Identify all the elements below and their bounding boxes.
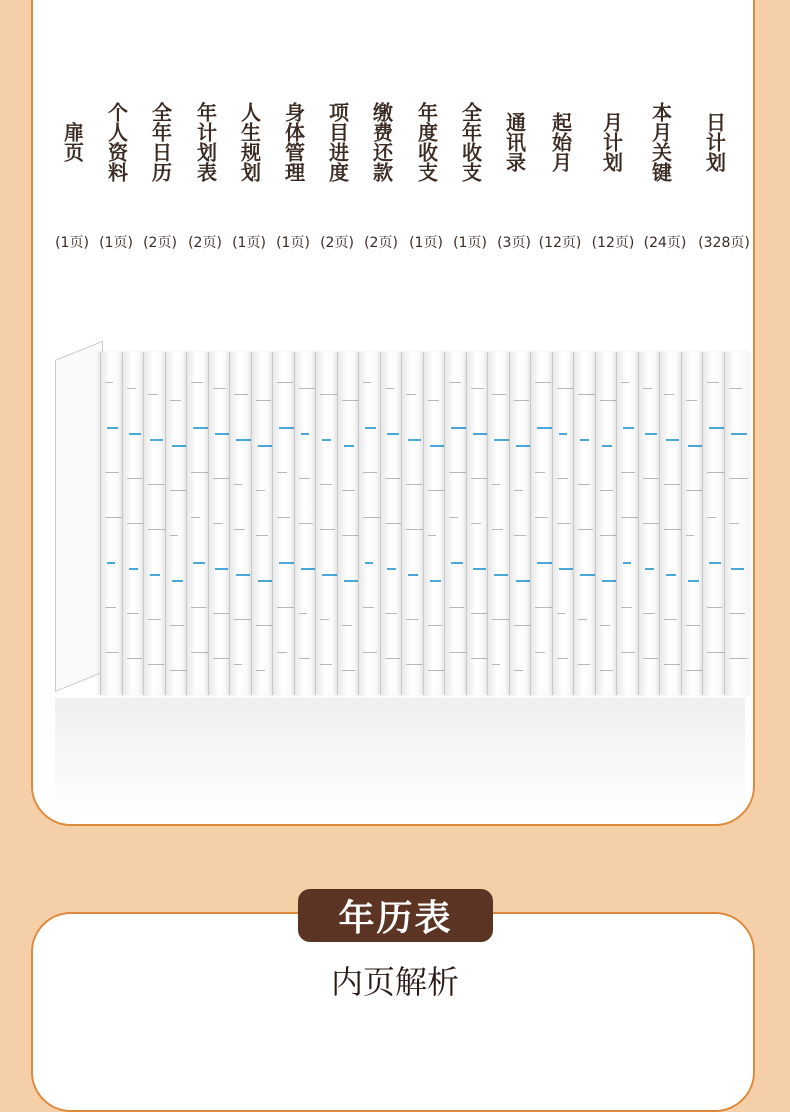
- category-name: 起始月: [548, 112, 573, 172]
- category-count: (3页): [497, 235, 531, 251]
- category-item: [591, 92, 631, 192]
- category-item: [229, 92, 269, 192]
- cover-sheet: [55, 341, 103, 692]
- category-name: 年度收支: [414, 102, 439, 182]
- category-count: (12页): [538, 235, 582, 251]
- category-count: (328页): [698, 235, 750, 251]
- category-name: 个人资料: [104, 102, 129, 182]
- category-count: (2页): [143, 235, 177, 251]
- category-count: (1页): [409, 235, 443, 251]
- category-count: (1页): [55, 235, 89, 251]
- category-name: 月计划: [599, 112, 624, 172]
- category-count: (12页): [591, 235, 635, 251]
- category-name: 日计划: [702, 112, 727, 172]
- category-item: [494, 92, 534, 192]
- page-sheet: [724, 352, 751, 695]
- category-item: [540, 92, 580, 192]
- page-reflection: [55, 698, 745, 818]
- category-item: [640, 92, 680, 192]
- category-item: [52, 92, 92, 192]
- category-name: 缴费还款: [369, 102, 394, 182]
- category-item: [185, 92, 225, 192]
- category-item: [273, 92, 313, 192]
- category-item: [140, 92, 180, 192]
- category-count: (24页): [643, 235, 687, 251]
- category-count: (2页): [364, 235, 398, 251]
- category-name: 项目进度: [325, 102, 350, 182]
- category-list: [0, 0, 790, 260]
- category-count: (2页): [188, 235, 222, 251]
- category-name: 人生规划: [237, 102, 262, 182]
- category-count: (1页): [232, 235, 266, 251]
- category-name: 扉页: [60, 122, 85, 162]
- category-name: 通讯录: [502, 112, 527, 172]
- category-item: [361, 92, 401, 192]
- category-name: 年计划表: [193, 102, 218, 182]
- category-name: 全年收支: [458, 102, 483, 182]
- category-name: 本月关键: [648, 102, 673, 182]
- category-item: [96, 92, 136, 192]
- category-item: [406, 92, 446, 192]
- category-item: [450, 92, 490, 192]
- category-count: (1页): [276, 235, 310, 251]
- page-fan-illustration: [0, 340, 790, 820]
- category-item: [694, 92, 734, 192]
- category-count: (1页): [453, 235, 487, 251]
- section-title-badge: [298, 889, 493, 942]
- section-title: 年历表: [338, 898, 453, 939]
- section-subtitle: 内页解析: [330, 963, 459, 1001]
- category-count: (2页): [320, 235, 354, 251]
- category-name: 全年日历: [148, 102, 173, 182]
- category-count: (1页): [99, 235, 133, 251]
- category-name: 身体管理: [281, 102, 306, 182]
- section-card: [31, 912, 755, 1112]
- category-item: [317, 92, 357, 192]
